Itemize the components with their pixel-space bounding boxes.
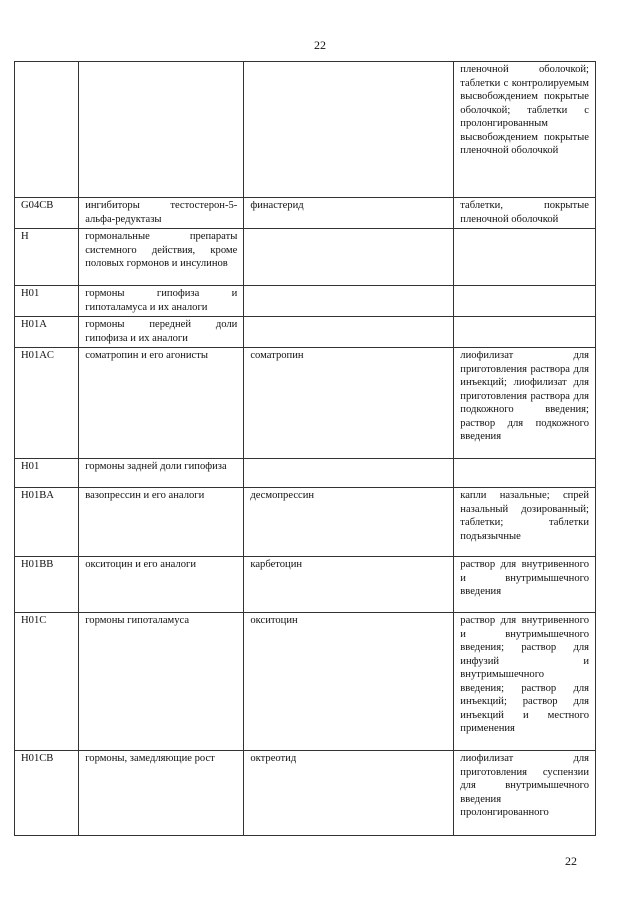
atc-code-cell: H01BB [15,557,79,613]
page-number-top: 22 [314,38,326,52]
atc-code-cell: H01A [15,317,79,348]
dosage-form-cell: лиофилизат для приготовления суспензии для внутримышечного введения пролонгированного [454,751,596,836]
dosage-form-cell: лиофилизат для приготовления раствора для инъекций; лиофилизат для приготовления раствора для подкожного введения; раствор для подкожного введения [454,348,596,459]
atc-code-cell: H01CB [15,751,79,836]
group-name-cell [79,62,244,198]
dosage-form-cell: раствор для внутривенного и внутримышечного введения [454,557,596,613]
group-name-cell: соматропин и его агонисты [79,348,244,459]
atc-code-cell: H01 [15,459,79,488]
drug-classification-table [14,61,596,836]
table-row [15,229,596,286]
table-row [15,62,596,198]
table-row [15,613,596,751]
dosage-form-cell [454,317,596,348]
substance-cell: окситоцин [244,613,454,751]
substance-cell [244,286,454,317]
substance-cell: финастерид [244,198,454,229]
group-name-cell: гормоны гипоталамуса [79,613,244,751]
dosage-form-cell [454,286,596,317]
table-row [15,751,596,836]
table-row [15,348,596,459]
atc-code-cell: H01C [15,613,79,751]
page-number-bottom: 22 [565,854,577,868]
substance-cell: октреотид [244,751,454,836]
table-row [15,198,596,229]
group-name-cell: гормоны гипофиза и гипоталамуса и их аналоги [79,286,244,317]
atc-code-cell [15,62,79,198]
group-name-cell: гормоны задней доли гипофиза [79,459,244,488]
dosage-form-cell: пленочной оболочкой; таблетки с контролируемым высвобождением покрытые оболочкой; таблетки с пролонгированным высвобождением покрытые пленочной оболочкой [454,62,596,198]
atc-code-cell: H01AC [15,348,79,459]
group-name-cell: вазопрессин и его аналоги [79,488,244,557]
atc-code-cell: H [15,229,79,286]
table-row [15,557,596,613]
substance-cell [244,459,454,488]
atc-code-cell: G04CB [15,198,79,229]
group-name-cell: гормональные препараты системного действия, кроме половых гормонов и инсулинов [79,229,244,286]
table-row [15,488,596,557]
group-name-cell: ингибиторы тестостерон-5-альфа-редуктазы [79,198,244,229]
group-name-cell: гормоны передней доли гипофиза и их аналоги [79,317,244,348]
atc-code-cell: H01BA [15,488,79,557]
dosage-form-cell: таблетки, покрытые пленочной оболочкой [454,198,596,229]
table-row [15,317,596,348]
group-name-cell: окситоцин и его аналоги [79,557,244,613]
atc-code-cell: H01 [15,286,79,317]
dosage-form-cell [454,229,596,286]
substance-cell [244,317,454,348]
substance-cell [244,62,454,198]
substance-cell: соматропин [244,348,454,459]
dosage-form-cell: капли назальные; спрей назальный дозированный; таблетки; таблетки подъязычные [454,488,596,557]
table-row [15,459,596,488]
dosage-form-cell: раствор для внутривенного и внутримышечного введения; раствор для инфузий и внутримышечного введения; раствор для инъекций; раствор для инъекций и местного применения [454,613,596,751]
dosage-form-cell [454,459,596,488]
substance-cell: карбетоцин [244,557,454,613]
substance-cell [244,229,454,286]
table-row [15,286,596,317]
substance-cell: десмопрессин [244,488,454,557]
group-name-cell: гормоны, замедляющие рост [79,751,244,836]
